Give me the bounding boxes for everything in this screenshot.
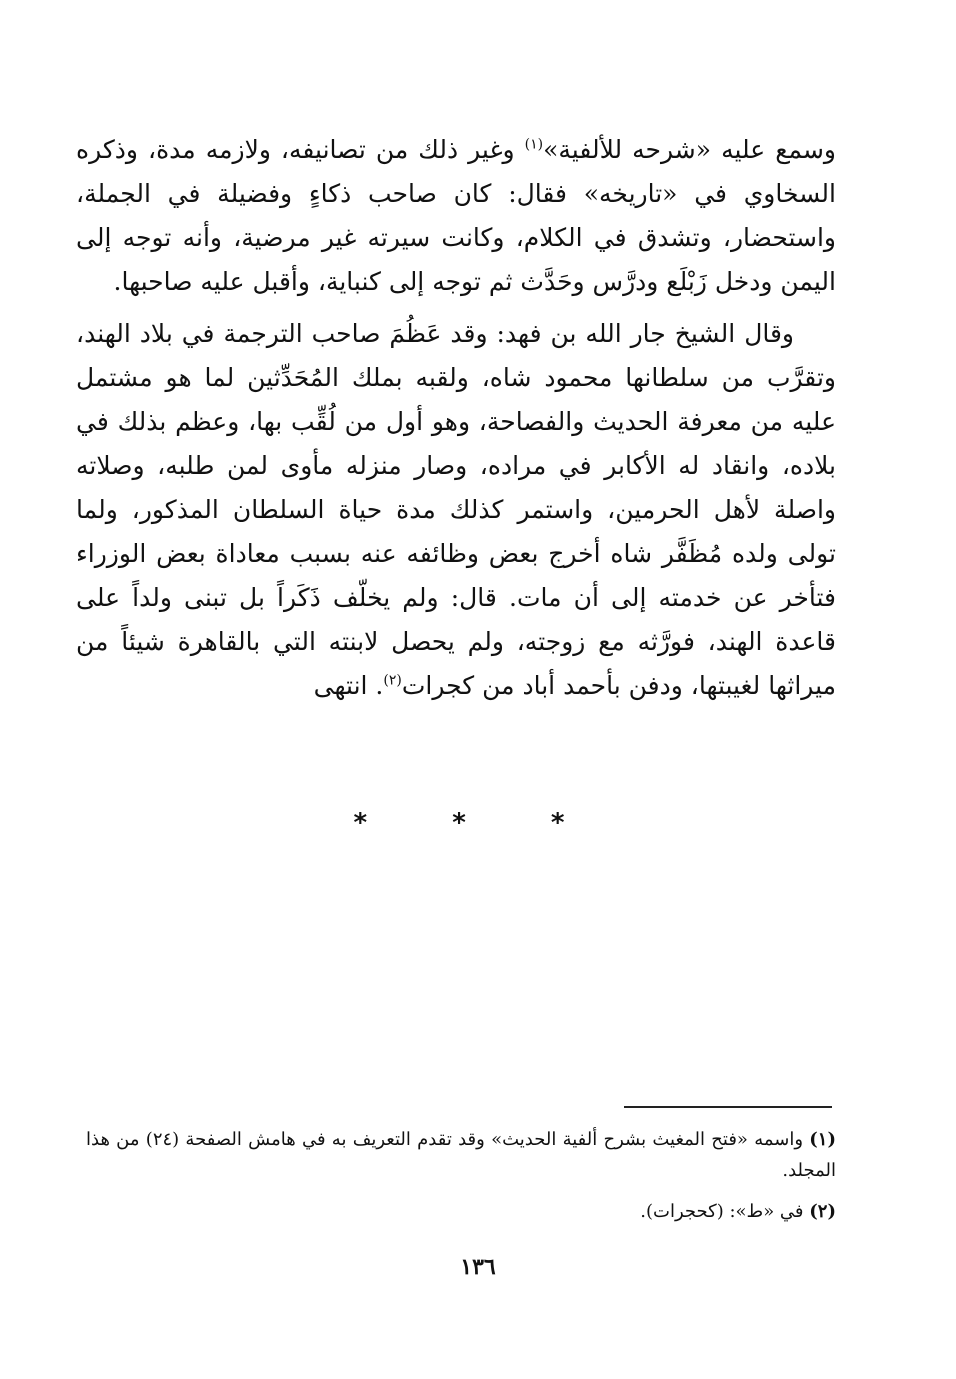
footnote-ref-2: (٢) <box>383 672 402 689</box>
footnote-2-number: (٢) <box>809 1201 836 1222</box>
footnote-2-text: في «ط»: (كحجرات). <box>640 1201 810 1222</box>
footnote-separator-line <box>624 1106 832 1108</box>
body-paragraph-1 <box>76 128 836 304</box>
footnote-1 <box>86 1124 836 1186</box>
paragraph-1-text-end: وغير ذلك من تصانيفه، ولازمه مدة، وذكره السخاوي في «تاريخه» فقال: كان صاحب ذكاءٍ وفضيلة في الجملة، واستحضار، وتشدق في الكلام، وكانت سيرته غير مرضية، وأنه توجه إلى اليمن ودخل زَبْلَع ودرَّس وحَدَّث ثم توجه إلى كنباية، وأقبل عليه صاحبها. <box>76 135 836 296</box>
page-number: ١٣٦ <box>460 1254 496 1280</box>
footnote-1-number: (١) <box>809 1129 836 1150</box>
section-divider-asterisks: * * * <box>353 808 603 838</box>
paragraph-2-text-start: وقال الشيخ جار الله بن فهد: وقد عَظُمَ صاحب الترجمة في بلاد الهند، وتقرَّب من سلطانها محمود شاه، ولقبه بملك المُحَدِّثين لما هو مشتمل عليه من معرفة الحديث والفصاحة، وهو أول من لُقِّب بها، وعظم بذلك في بلاده، وانقاد له الأكابر في مراده، وصار منزله مأوى لمن طلبه، وصلاته واصلة لأهل الحرمين، واستمر كذلك مدة حياة السلطان المذكور، ولما تولى ولده مُظَفَّر شاه أخرج بعض وظائفه عنه بسبب معاداة بعض الوزراء فتأخر عن خدمته إلى أن مات. قال: ولم يخلّف ذَكَراً بل تبنى ولداً على قاعدة الهند، فورَّثه مع زوجته، ولم يحصل لابنته التي بالقاهرة شيئاً من ميراثها لغيبتها، ودفن بأحمد أباد من كجرات <box>76 319 836 700</box>
footnotes-section <box>86 1124 836 1237</box>
body-paragraph-2 <box>76 312 836 708</box>
footnote-2 <box>86 1196 836 1227</box>
paragraph-2-text-end: . انتهى <box>313 671 384 700</box>
footnote-1-text: واسمه «فتح المغيث بشرح ألفية الحديث» وقد تقدم التعريف به في هامش الصفحة (٢٤) من هذا المجلد. <box>86 1129 836 1181</box>
footnote-ref-1: (١) <box>524 136 544 153</box>
paragraph-1-text-start: وسمع عليه «شرحه للألفية» <box>543 135 837 164</box>
